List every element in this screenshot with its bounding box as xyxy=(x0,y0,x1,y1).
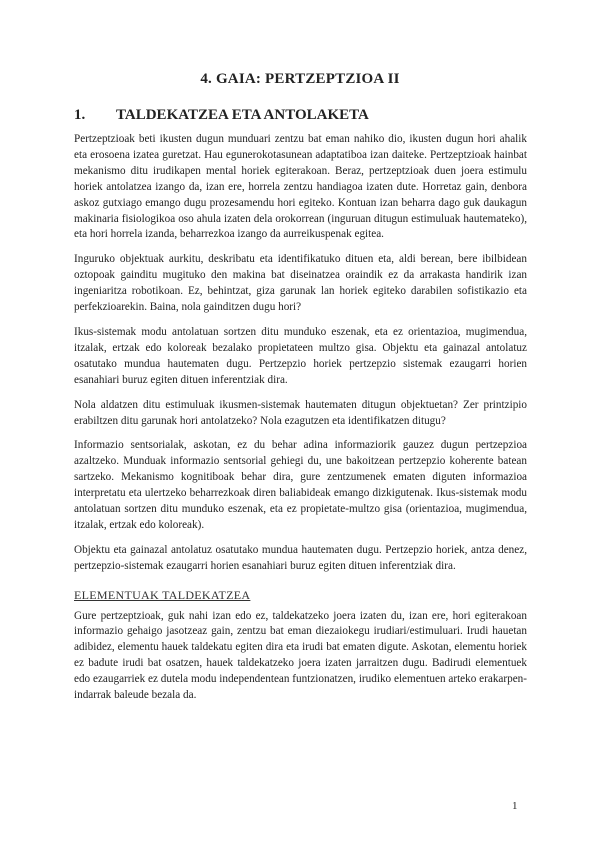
paragraph: Ikus-sistemak modu antolatuan sortzen ditu munduko eszenak, eta ez orientazioa, mugimendua, itzalak, ertzak edo koloreak bezalako propietateen multzo gisa. Objektu eta gainazal antolatuz osatutako mundua hautematen dugu. Pertzepzio horiek pertzepzio sistemak ezaugarri horien esanahiari buruz egiten dituen inferentziak dira. xyxy=(74,325,527,386)
document-title: 4. GAIA: PERTZEPTZIOA II xyxy=(200,71,400,87)
subsection-title: ELEMENTUAK TALDEKATZEA xyxy=(74,587,251,602)
paragraph: Pertzeptzioak beti ikusten dugun munduari zentzu bat eman nahiko dio, ikusten dugun hori ahalik eta erosoena izatea guretzat. Hau egunerokotasunean adaptatiboa izan daiteke. Pertzeptzioak hainbat mekanismo ditu irudikapen mental horiek egiterakoan. Beraz, pertzeptzioak duen joera estimulu horiek antolatzea izango da, izan ere, horrela zentzu handiagoa izaten dute. Horretaz gain, denbora askoz gutxiago emango dugu prozesamendu hori egiteko. Kontuan izan beharra dago guk daukagun makinaria fisiologikoa oso ahula izaten dela orokorrean (inguruan ditugun estimuluak hautemateko), eta hori horrela izanda, beharrezkoa izango da aurreikuspenak egitea. xyxy=(74,133,527,241)
paragraph: Nola aldatzen ditu estimuluak ikusmen-sistemak hautematen ditugun objektuetan? Zer printzipio erabiltzen ditu garunak hori antolatzeko? Nola ezagutzen eta identifikatzen ditugu? xyxy=(74,398,527,427)
section-number: 1. xyxy=(74,107,86,123)
body-text xyxy=(74,132,527,713)
paragraph: Objektu eta gainazal antolatuz osatutako mundua hautematen dugu. Pertzepzio horiek, antza denez, pertzepzio-sistemak ezaugarri horien esanahiari buruz egiten dituen inferentziak dira. xyxy=(74,543,527,572)
section-title: TALDEKATZEA ETA ANTOLAKETA xyxy=(116,107,369,123)
paragraph: Gure pertzeptzioak, guk nahi izan edo ez, taldekatzeko joera izaten du, izan ere, hori egiterakoan informazio gehaigo jasotzeaz gain, zentzu bat eman diezaiokegu irudiari/estimuluari. Irudi hauetan adibidez, elementu hauek taldekatu egiten dira eta irudi bat ematen digute. Askotan, elementu horiek ez badute irudi bat osatzen, hauek taldekatzeko joera izaten jarraitzen dugu. Badirudi elementuek edo ezaugarriek ez dutela modu independentean funtzionatzen, irudiko elementuen arteko erakarpen-indarrak baleude bezala da. xyxy=(74,609,527,702)
paragraph: Inguruko objektuak aurkitu, deskribatu eta identifikatuko dituen eta, aldi berean, bere ibilbidean oztopoak gainditu mugituko den makina bat diseinatzea oraindik ez da arrakasta handirik izan ingeniaritza robotikoan. Ez, behintzat, giza garunak lan horiek egiteko darabilen sofistikazio eta perfekzioarekin. Baina, nola gainditzen dugu hori? xyxy=(74,253,527,314)
page-number: 1 xyxy=(512,800,518,812)
paragraph: Informazio sentsorialak, askotan, ez du behar adina informaziorik gauzez dugun pertzepzioa azaltzeko. Munduak informazio sentsorial gehiegi du, une bakoitzean pertzepzio koherente batean sartzeko. Mekanismo kognitiboak behar dira, gure zentzumenek ematen diguten informazioa interpretatu eta ulertzeko beharrezkoak diren baliabideak emango dizkigutenak. Ikus-sistemak modu antolatuan sortzen ditu munduko eszenak, eta ez propietate-multzo gisa (orientazioa, mugimendua, itzalak, ertzak edo koloreak). xyxy=(74,439,527,531)
section-heading xyxy=(74,107,369,124)
